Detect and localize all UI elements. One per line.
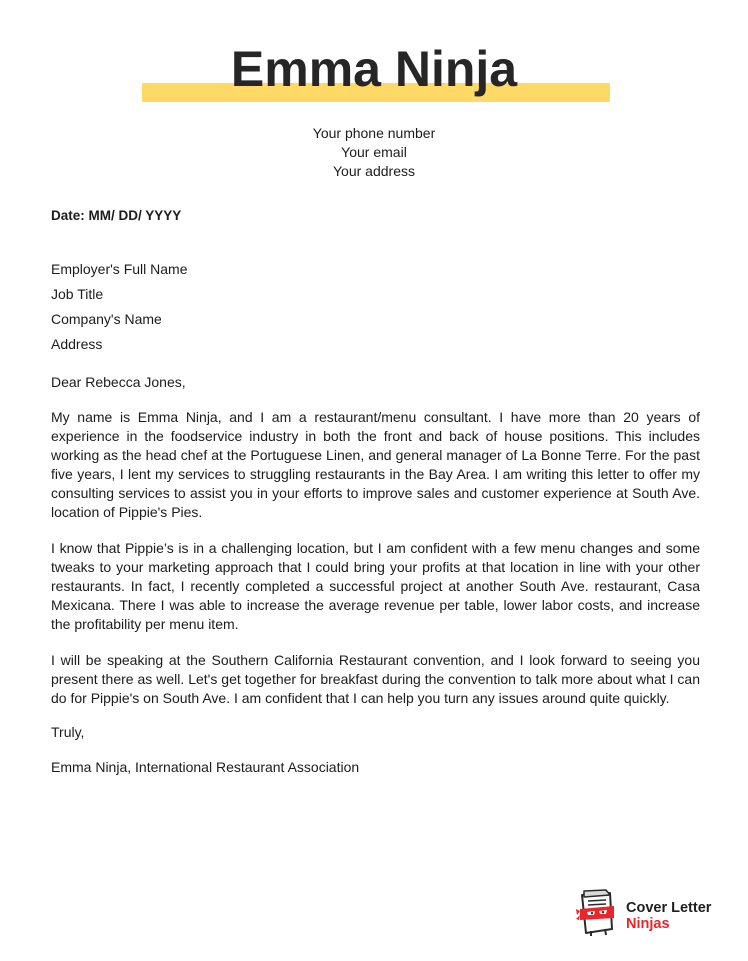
salutation: Dear Rebecca Jones, xyxy=(51,374,186,390)
recipient-company: Company's Name xyxy=(51,311,162,327)
contact-phone: Your phone number xyxy=(312,125,436,141)
letter-date: Date: MM/ DD/ YYYY xyxy=(51,208,182,223)
logo-text-line-1: Cover Letter xyxy=(626,900,712,916)
contact-email: Your email xyxy=(341,144,407,160)
recipient-name: Employer's Full Name xyxy=(51,261,188,277)
signature-line: Emma Ninja, International Restaurant Association xyxy=(51,759,360,775)
body-paragraph-1: My name is Emma Ninja, and I am a restaurant/menu consultant. I have more than 20 years of experience in the foodservice industry in both the front and back of house positions. This includes working as the head chef at the Portuguese Linen, and general manager of La Bonne Terre. For the past five years, I lent my services to struggling restaurants in the Bay Area. I am writing this letter to offer my consulting services to assist you in your efforts to improve sales and customer experience at South Ave. location of Pippie's Pies. xyxy=(51,409,700,520)
recipient-title: Job Title xyxy=(51,286,104,302)
contact-block xyxy=(0,124,748,181)
body-paragraph-2: I know that Pippie’s is in a challenging location, but I am confident with a few menu changes and some tweaks to your marketing approach that I could bring your profits at that location in line with your other restaurants. In fact, I recently completed a successful project at another South Ave. restaurant, Casa Mexicana. There I was able to increase the average revenue per table, lower labor costs, and increase the profitability per menu item. xyxy=(51,540,700,632)
cover-letter-ninjas-logo xyxy=(576,889,726,937)
ninja-mascot-icon xyxy=(576,889,620,937)
recipient-address: Address xyxy=(51,336,103,352)
recipient-block xyxy=(51,257,188,357)
contact-address: Your address xyxy=(333,163,415,179)
logo-text-line-2: Ninjas xyxy=(626,916,670,932)
body-paragraph-3: I will be speaking at the Southern California Restaurant convention, and I look forward to seeing you present there as well. Let's get together for breakfast during the convention to talk more about what I can do for Pippie's on South Ave. I am confident that I can help you turn any issues around quite quickly. xyxy=(51,652,700,706)
closing: Truly, xyxy=(51,724,85,740)
applicant-name: Emma Ninja xyxy=(230,41,518,97)
